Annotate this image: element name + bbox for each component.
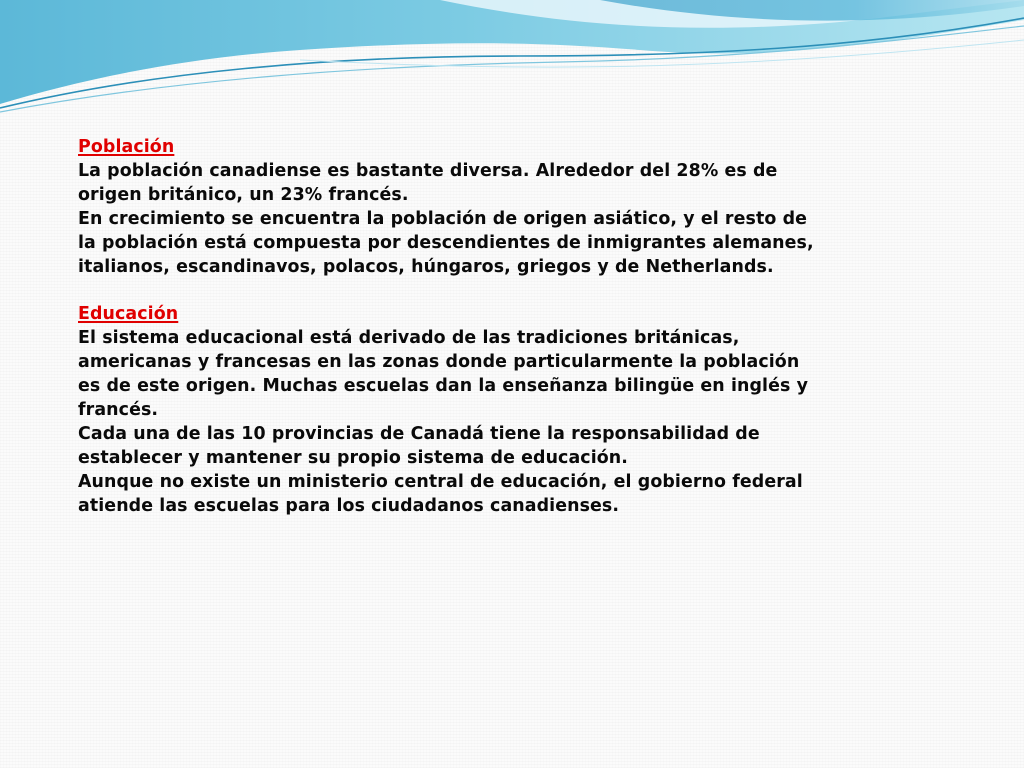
header-wave-decoration	[0, 0, 1024, 120]
paragraph: El sistema educacional está derivado de las tradiciones británicas, americanas y francesas en las zonas donde particularmente la población es de este origen. Muchas escuelas dan la enseñanza bilingüe en inglés y francés.	[78, 328, 809, 420]
section-heading-poblacion: Población	[78, 137, 175, 157]
section-heading-educacion: Educación	[78, 304, 179, 325]
paragraph: La población canadiense es bastante diversa. Alrededor del 28% es de origen británico, un 23% francés.	[78, 160, 778, 205]
slide-body	[78, 136, 818, 518]
paragraph: Aunque no existe un ministerio central de educación, el gobierno federal atiende las escuelas para los ciudadanos canadienses.	[78, 471, 803, 516]
spacer	[78, 279, 818, 303]
paragraph: En crecimiento se encuentra la población de origen asiático, y el resto de la población está compuesta por descendientes de inmigrantes alemanes, italianos, escandinavos, polacos, húngaros, griegos y de Netherlands.	[78, 208, 814, 277]
paragraph: Cada una de las 10 provincias de Canadá tiene la responsabilidad de establecer y mantener su propio sistema de educación.	[78, 423, 760, 468]
